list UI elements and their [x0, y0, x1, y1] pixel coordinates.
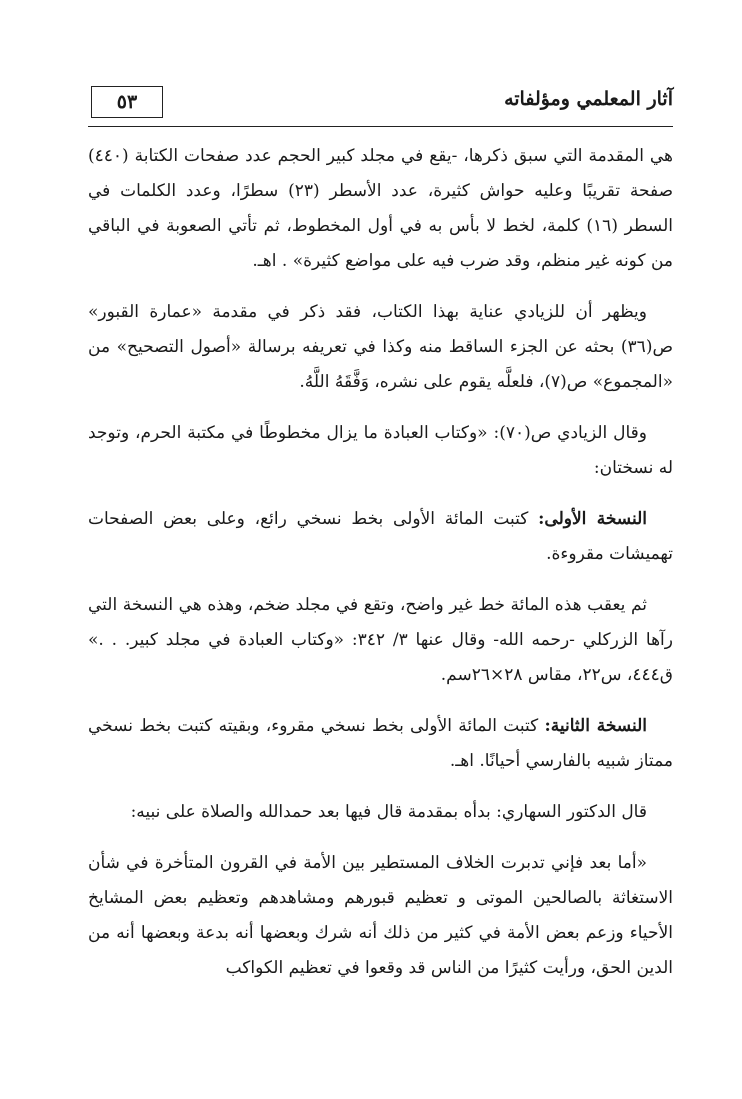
paragraph-zirikli — [88, 588, 673, 693]
paragraph-text: قال الدكتور السهاري: بدأه بمقدمة قال فيها بعد حمدالله والصلاة على نبيه: — [130, 802, 647, 822]
paragraph-text: وقال الزيادي ص(٧٠): «وكتاب العبادة ما يزال مخطوطًا في مكتبة الحرم، وتوجد له نسختان: — [88, 423, 673, 478]
second-copy-label: النسخة الثانية: — [544, 716, 647, 736]
paragraph-text: كتبت المائة الأولى بخط نسخي مقروء، وبقيته كتبت بخط نسخي ممتاز شبيه بالفارسي أحيانًا. اهـ. — [88, 716, 673, 771]
paragraph-zayadi-quote — [88, 416, 673, 486]
paragraph-continuation — [88, 139, 673, 279]
page-body — [88, 139, 673, 986]
page-number: ٥٣ — [91, 86, 163, 118]
paragraph-text: ويظهر أن للزيادي عناية بهذا الكتاب، فقد ذكر في مقدمة «عمارة القبور» ص(٣٦) بحثه عن الجزء الساقط منه وكذا في تعريفه برسالة «أصول التصحيح» من «المجموع» ص(٧)، فلعلَّه يقوم على نشره، وَفَّقَهُ اللَّهُ. — [88, 302, 673, 392]
running-title: آثار المعلمي ومؤلفاته — [504, 88, 673, 110]
document-page — [88, 82, 673, 1002]
first-copy-label: النسخة الأولى: — [538, 509, 647, 529]
paragraph-zayadi-interest — [88, 295, 673, 400]
paragraph-text: كتبت المائة الأولى بخط نسخي رائع، وعلى بعض الصفحات تهميشات مقروءة. — [88, 509, 673, 564]
paragraph-first-copy — [88, 502, 673, 572]
paragraph-sahari — [88, 795, 673, 830]
paragraph-text: هي المقدمة التي سبق ذكرها، -يقع في مجلد كبير الحجم عدد صفحات الكتابة (٤٤٠) صفحة تقريبًا وعليه حواش كثيرة، عدد الأسطر (٢٣) سطرًا، وعدد الكلمات في السطر (١٦) كلمة، لخط لا بأس به في أول المخطوط، ثم تأتي الصعوبة في الباقي من كونه غير منظم، وقد ضرب فيه على مواضع كثيرة» . اهـ. — [88, 146, 674, 271]
paragraph-text: ثم يعقب هذه المائة خط غير واضح، وتقع في مجلد ضخم، وهذه هي النسخة التي رآها الزركلي -رحمه الله- وقال عنها ٣/ ٣٤٢: «وكتاب العبادة في مجلد كبير. . .» ق٤٤٤، س٢٢، مقاس ٢٨×٢٦سم. — [88, 595, 673, 685]
paragraph-second-copy — [88, 709, 673, 779]
paragraph-text: «أما بعد فإني تدبرت الخلاف المستطير بين الأمة في القرون المتأخرة في شأن الاستغاثة بالصالحين الموتى و تعظيم قبورهم ومشاهدهم وتعظيم بعض المشايخ الأحياء وزعم بعض الأمة في كثير من ذلك أنه شرك وبعضها أنه بدعة وبعضها أنه من الدين الحق، ورأيت كثيرًا من الناس قد وقعوا في تعظيم الكواكب — [88, 853, 673, 978]
page-header — [88, 82, 673, 127]
paragraph-quote-start — [88, 846, 673, 986]
